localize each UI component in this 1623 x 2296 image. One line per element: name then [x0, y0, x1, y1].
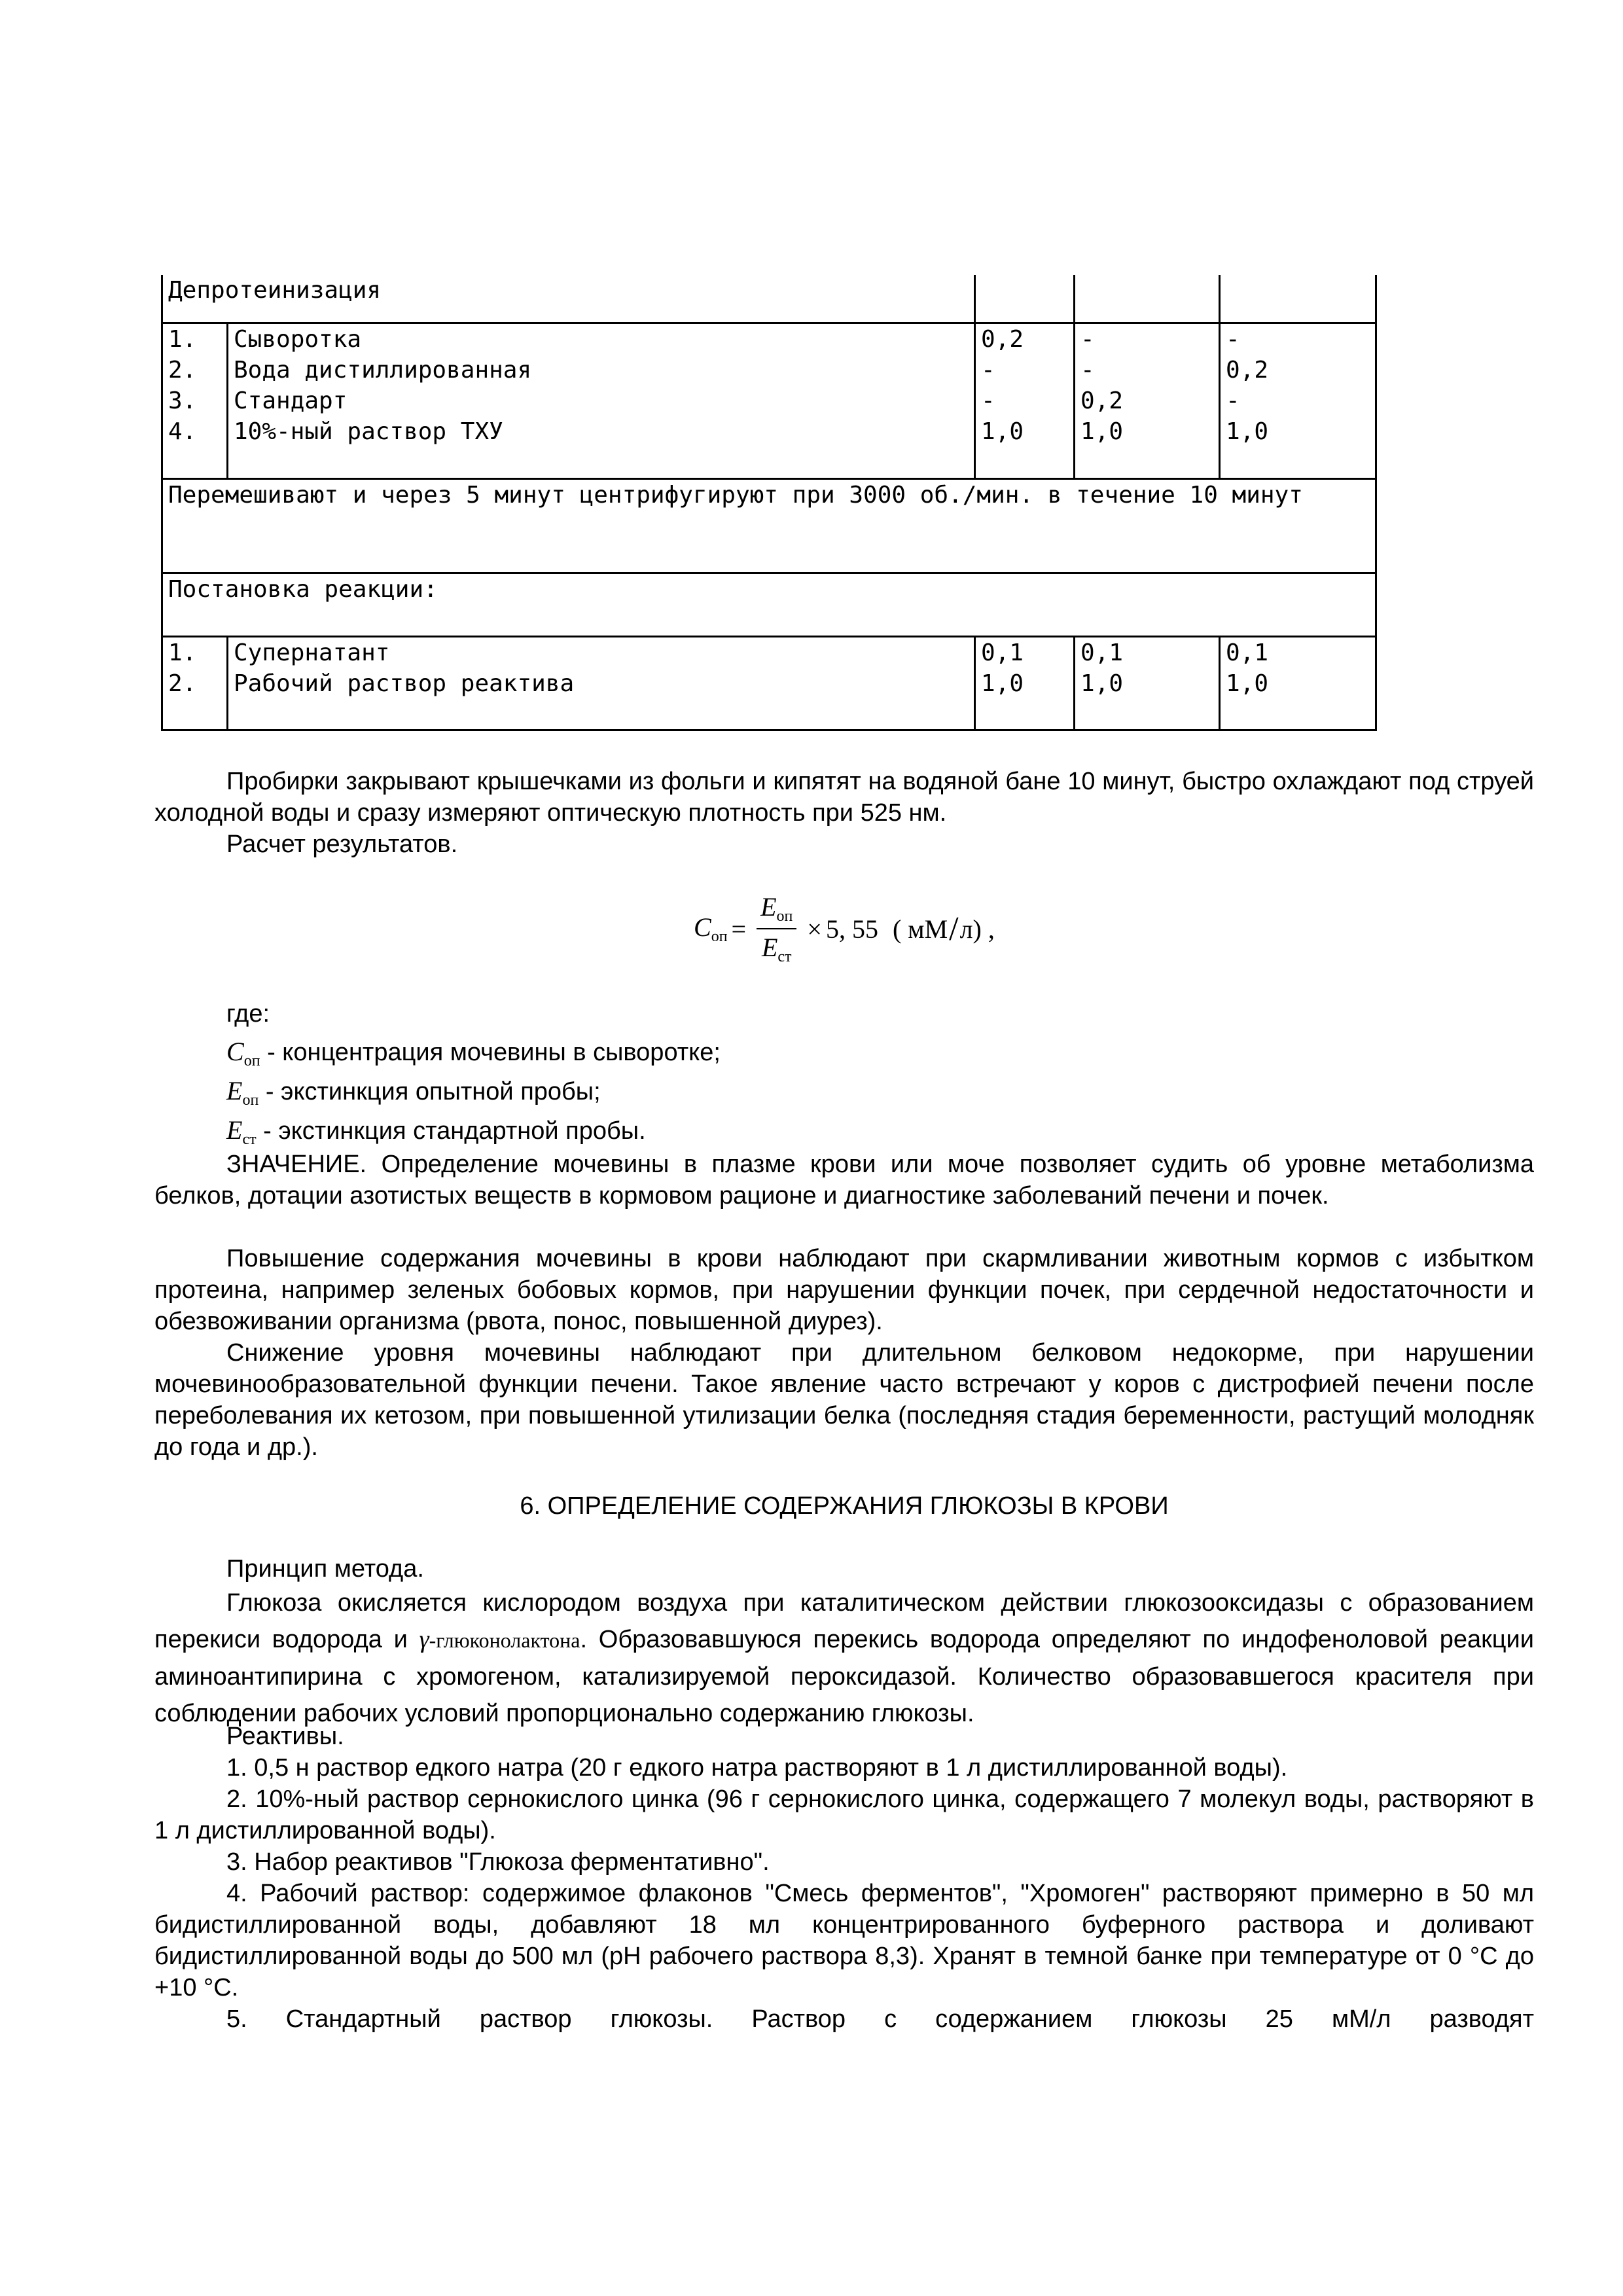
fraction-denominator: $E_{ст}$: [761, 933, 792, 965]
table-row: [162, 573, 1376, 637]
urea-formula: [694, 891, 995, 966]
section-title: 6. ОПРЕДЕЛЕНИЕ СОДЕРЖАНИЯ ГЛЮКОЗЫ В КРОВИ: [520, 1492, 1169, 1520]
reagent-item-2: 2. 10%-ный раствор сернокислого цинка (96 г сернокислого цинка, содержащего 7 молекул воды, растворяют в 1 л дистиллированной воды).: [154, 1785, 1534, 1844]
table-row: [162, 637, 1376, 730]
reagent-item-4: 4. Рабочий раствор: содержимое флаконов "Смесь ферментов", "Хромоген" растворяют примерно в 50 мл бидистиллированной воды, добавляют 18 мл концентрированного буферного раствора и доливают бидистиллированной воды до 500 мл (рН рабочего раствора 8,3). Хранят в темной банке при температуре от 0 °С до +10 °С.: [154, 1880, 1534, 2001]
value-column-b: 0,1 1,0: [1075, 637, 1220, 730]
formula-factor: 5, 55: [825, 914, 878, 944]
value-column-c: - 0,2 - 1,0: [1220, 323, 1376, 479]
row-numbers: 1. 2. 3. 4.: [162, 323, 228, 479]
formula-lhs: $C_{оп}$: [694, 912, 728, 945]
formula-unit-close: л) ,: [959, 914, 995, 944]
reaction-setup-heading: Постановка реакции:: [162, 573, 1376, 637]
mixing-note: Перемешивают и через 5 минут центрифугируют при 3000 об./мин. в течение 10 минут: [162, 479, 1376, 573]
equals-sign: =: [731, 914, 747, 944]
legend-e-op: $E_{оп}$ - экстинкция опытной пробы;: [226, 1076, 601, 1109]
legend-e-st: $E_{ст}$ - экстинкция стандартной пробы.: [226, 1115, 646, 1148]
formula-fraction: [757, 891, 796, 966]
table-row: [162, 275, 1376, 323]
increase-paragraph: Повышение содержания мочевины в крови наблюдают при скармливании животным кормов с избытком протеина, например зеленых бобовых кормов, при нарушении функции почек, при сердечной недостаточности и обезвоживании организма (рвота, понос, повышенной диурез).: [154, 1245, 1534, 1335]
boiling-paragraph: Пробирки закрывают крышечками из фольги и кипятят на водяной бане 10 минут, быстро охлаждают под струей холодной воды и сразу измеряют оптическую плотность при 525 нм.: [154, 768, 1534, 827]
table-row: [162, 323, 1376, 479]
value-column-c: 0,1 1,0: [1220, 637, 1376, 730]
significance-paragraph: ЗНАЧЕНИЕ. Определение мочевины в плазме крови или моче позволяет судить об уровне метаболизма белков, дотации азотистых веществ в кормовом рационе и диагностике заболеваний печени и почек.: [154, 1151, 1534, 1210]
decrease-paragraph: Снижение уровня мочевины наблюдают при длительном белковом недокорме, при нарушении мочевинообразовательной функции печени. Такое явление часто встречают у коров с дистрофией печени после переболевания их кетозом, при повышенной утилизации белка (последняя стадия беременности, растущий молодняк до года и др.).: [154, 1339, 1534, 1461]
glucose-principle-paragraph: Глюкоза окисляется кислородом воздуха при каталитическом действии глюкозооксидазы с образованием перекиси водорода и γ-глюконолактона. Образовавшуюся перекись водорода определяют по индофеноловой реакции аминоантипирина с хромогеном, катализируемой пероксидазой. Количество образовавшегося красителя при соблюдении рабочих условий пропорционально содержанию глюкозы.: [154, 1589, 1535, 1727]
fraction-numerator: $E_{оп}$: [757, 891, 796, 929]
where-label: где:: [226, 1000, 270, 1028]
deproteinization-cell: Депротеинизация: [162, 275, 975, 323]
reagent-table: [161, 275, 1377, 731]
principle-heading: Принцип метода.: [226, 1555, 424, 1583]
reagent-item-5: 5. Стандартный раствор глюкозы. Раствор с содержанием глюкозы 25 мМ/л разводят: [226, 2005, 1534, 2033]
reagent-item-1: 1. 0,5 н раствор едкого натра (20 г едкого натра растворяют в 1 л дистиллированной воды).: [226, 1754, 1288, 1782]
row-names: Супернатант Рабочий раствор реактива: [228, 637, 975, 730]
value-column-b: - - 0,2 1,0: [1075, 323, 1220, 479]
value-column-a: 0,2 - - 1,0: [975, 323, 1075, 479]
times-sign: ×: [807, 914, 822, 944]
value-column-a: 0,1 1,0: [975, 637, 1075, 730]
row-names: Сыворотка Вода дистиллированная Стандарт 10%-ный раствор ТХУ: [228, 323, 975, 479]
formula-unit-open: ( мМ: [892, 914, 948, 944]
calc-heading: Расчет результатов.: [226, 831, 458, 858]
formula-unit-slash: /: [949, 910, 959, 948]
table-row: [162, 479, 1376, 573]
row-numbers: 1. 2.: [162, 637, 228, 730]
reagents-heading: Реактивы.: [226, 1723, 344, 1750]
reagent-item-3: 3. Набор реактивов "Глюкоза ферментативно".: [226, 1848, 770, 1876]
legend-c: $C_{оп}$ - концентрация мочевины в сыворотке;: [226, 1037, 721, 1069]
